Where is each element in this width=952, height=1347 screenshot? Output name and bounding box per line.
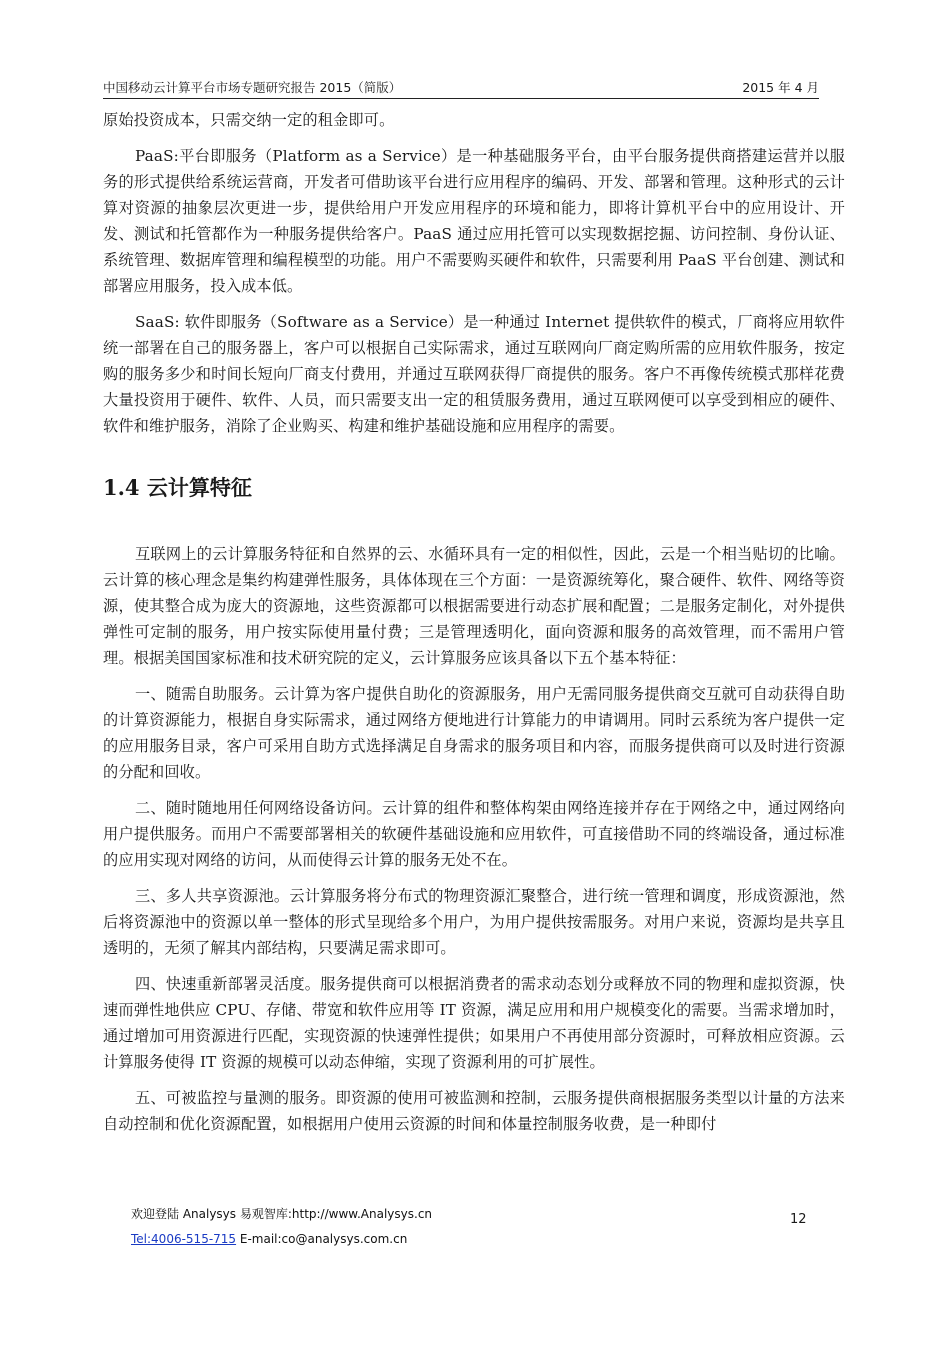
footer-email: E-mail:co@analysys.com.cn xyxy=(236,1232,408,1246)
section-heading: 1.4 云计算特征 xyxy=(103,475,252,500)
paragraph-paas: PaaS:平台即服务（Platform as a Service）是一种基础服务平台，由平台服务提供商搭建运营并以服务的形式提供给系统运营商，开发者可借助该平台进行应用程序的编码、开发、部署和管理。这种形式的云计算对资源的抽象层次更进一步，提供给用户开发应用程序的环境和能力，即将计算机平台中的应用设计、开发、测试和托管都作为一种服务提供给客户。PaaS 通过应用托管可以实现数据挖掘、访问控制、身份认证、系统管理、数据库管理和编程模型的功能。用户不需要购买硬件和软件，只需要利用 PaaS 平台创建、测试和部署应用服务，投入成本低。 xyxy=(103,147,845,295)
page-footer xyxy=(131,1205,831,1255)
paragraph-saas: SaaS: 软件即服务（Software as a Service）是一种通过 Internet 提供软件的模式，厂商将应用软件统一部署在自己的服务器上，客户可以根据自己实际需求，通过互联网向厂商定购所需的应用软件服务，按定购的服务多少和时间长短向厂商支付费用，并通过互联网获得厂商提供的服务。客户不再像传统模式那样花费大量投资用于硬件、软件、人员，而只需要支出一定的租赁服务费用，通过互联网便可以享受到相应的硬件、软件和维护服务，消除了企业购买、构建和维护基础设施和应用程序的需要。 xyxy=(103,313,845,435)
footer-contact xyxy=(131,1232,407,1246)
paragraph-feature-1: 一、随需自助服务。云计算为客户提供自助化的资源服务，用户无需同服务提供商交互就可自动获得自助的计算资源能力，根据自身实际需求，通过网络方便地进行计算能力的申请调用。同时云系统为客户提供一定的应用服务目录，客户可采用自助方式选择满足自身需求的服务项目和内容，而服务提供商可以及时进行资源的分配和回收。 xyxy=(103,685,845,781)
document-body xyxy=(103,107,845,1137)
paragraph-feature-2: 二、随时随地用任何网络设备访问。云计算的组件和整体构架由网络连接并存在于网络之中，通过网络向用户提供服务。而用户不需要部署相关的软硬件基础设施和应用软件，可直接借助不同的终端设备，通过标准的应用实现对网络的访问，从而使得云计算的服务无处不在。 xyxy=(103,799,845,869)
paragraph-feature-4: 四、快速重新部署灵活度。服务提供商可以根据消费者的需求动态划分或释放不同的物理和虚拟资源，快速而弹性地供应 CPU、存储、带宽和软件应用等 IT 资源，满足应用和用户规模变化的需要。当需求增加时，通过增加可用资源进行匹配，实现资源的快速弹性提供；如果用户不再使用部分资源时，可释放相应资源。云计算服务使得 IT 资源的规模可以动态伸缩，实现了资源利用的可扩展性。 xyxy=(103,975,845,1071)
footer-welcome: 欢迎登陆 Analysys 易观智库:http://www.Analysys.cn xyxy=(131,1207,433,1221)
header-divider xyxy=(103,98,819,99)
page-header xyxy=(103,78,819,96)
report-title: 中国移动云计算平台市场专题研究报告 2015（简版） xyxy=(103,80,402,95)
page-number: 12 xyxy=(790,1212,807,1227)
report-date: 2015 年 4 月 xyxy=(742,80,819,95)
paragraph-intro: 互联网上的云计算服务特征和自然界的云、水循环具有一定的相似性，因此，云是一个相当贴切的比喻。云计算的核心理念是集约构建弹性服务，具体体现在三个方面：一是资源统筹化，聚合硬件、软件、网络等资源，使其整合成为庞大的资源地，这些资源都可以根据需要进行动态扩展和配置；二是服务定制化，对外提供弹性可定制的服务，用户按实际使用量付费；三是管理透明化，面向资源和服务的高效管理，而不需用户管理。根据美国国家标准和技术研究院的定义，云计算服务应该具备以下五个基本特征： xyxy=(103,545,845,667)
paragraph-feature-5: 五、可被监控与量测的服务。即资源的使用可被监测和控制，云服务提供商根据服务类型以计量的方法来自动控制和优化资源配置，如根据用户使用云资源的时间和体量控制服务收费，是一种即付 xyxy=(103,1089,845,1133)
footer-tel-link[interactable]: Tel:4006-515-715 xyxy=(131,1232,237,1246)
paragraph-feature-3: 三、多人共享资源池。云计算服务将分布式的物理资源汇聚整合，进行统一管理和调度，形成资源池，然后将资源池中的资源以单一整体的形式呈现给多个用户，为用户提供按需服务。对用户来说，资源均是共享且透明的，无须了解其内部结构，只要满足需求即可。 xyxy=(103,887,845,957)
paragraph-continuation: 原始投资成本，只需交纳一定的租金即可。 xyxy=(103,111,395,129)
